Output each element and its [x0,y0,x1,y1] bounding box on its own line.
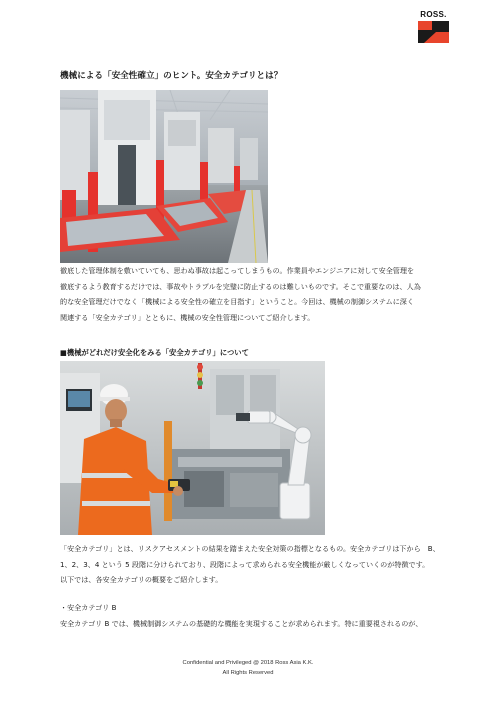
category-b-block [60,600,440,631]
ross-logo [418,10,449,43]
logo-mark-icon [418,21,449,43]
intro-paragraph [60,263,440,325]
footer-rights: All Rights Reserved [222,670,274,676]
footer-copyright: Confidential and Privileged @ 2018 Ross Asia K.K. [182,660,314,666]
category-intro-line: 以下では、各安全カテゴリの概要をご紹介します。 [60,575,223,584]
logo-wordmark: ROSS. [420,10,447,19]
category-b-text: 安全カテゴリ B では、機械制御システムの基礎的な機能を実現することが求められます。特に重要視されるのが、 [60,618,423,628]
intro-line: 的な安全管理だけでなく「機械による安全性の確立を目指す」ということ。今回は、機械の制御システムに深く [60,297,414,306]
category-intro-paragraph [60,541,440,588]
page-title: 機械による「安全性確立」のヒント。安全カテゴリとは？ [60,71,283,81]
category-intro-line: 1、2、3、4 という 5 段階に分けられており、段階によって求められる安全機能が厳しくなっていくのが特徴です。 [60,559,430,569]
section-heading: ■機械がどれだけ安全化をみる「安全カテゴリ」について [60,348,249,357]
engineer-robot-photo [60,361,325,535]
intro-line: 徹底した管理体制を敷いていても、思わぬ事故は起こってしまうもの。作業員やエンジニアに対して安全管理を [60,266,415,275]
intro-line: 徹底するよう教育するだけでは、事故やトラブルを完璧に防止するのは難しいものです。そこで重要なのは、人為 [60,281,421,291]
category-intro-line: 「安全カテゴリ」とは、リスクアセスメントの結果を踏まえた安全対策の指標となるもの。安全カテゴリは下から B、 [60,544,440,553]
intro-line: 関連する「安全カテゴリ」とともに、機械の安全性管理についてご紹介します。 [60,312,315,322]
category-b-heading: ・安全カテゴリ B [60,603,117,612]
factory-press-line-photo [60,90,268,263]
